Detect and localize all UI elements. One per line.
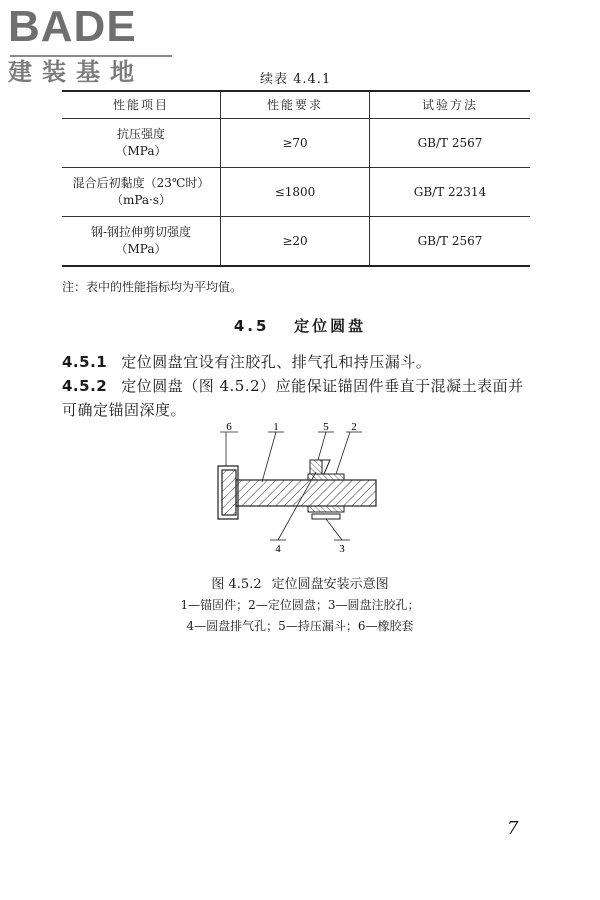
cell-method: GB/T 2567 — [370, 217, 531, 267]
table-row — [62, 217, 530, 267]
item-unit: （MPa） — [115, 144, 167, 158]
header-method: 试验方法 — [370, 91, 531, 119]
performance-table — [62, 90, 530, 267]
label-1: 1 — [273, 421, 279, 433]
item-unit: （mPa·s） — [110, 193, 172, 207]
item-name: 抗压强度 — [116, 127, 165, 141]
figure-legend-line-2: 4—圆盘排气孔；5—持压漏斗；6—橡胶套 — [186, 619, 414, 633]
page-number: 7 — [507, 818, 519, 839]
cell-item — [62, 168, 221, 217]
leader-5-drop — [318, 432, 326, 460]
label-2: 2 — [351, 421, 357, 433]
table-row — [62, 119, 530, 168]
label-6: 6 — [226, 421, 232, 433]
table-header-row — [62, 91, 530, 119]
positioning-disc-diagram — [200, 420, 400, 560]
item-unit: （MPa） — [115, 242, 167, 256]
cell-requirement: ≥70 — [221, 119, 370, 168]
clause-text: 定位圆盘宜设有注胶孔、排气孔和持压漏斗。 — [121, 353, 432, 371]
cell-requirement: ≥20 — [221, 217, 370, 267]
figure-title: 定位圆盘安装示意图 — [271, 577, 389, 592]
logo — [8, 4, 178, 84]
cell-method: GB/T 2567 — [370, 119, 531, 168]
anchor-shaft-shape — [236, 480, 376, 506]
pressure-funnel-shape — [310, 460, 322, 474]
clause-4-5-1 — [62, 350, 532, 374]
clause-text: 定位圆盘（图 4.5.2）应能保证锚固件垂直于混凝土表面并可确定锚固深度。 — [62, 377, 524, 419]
figure-legend-line-1: 1—锚固件；2—定位圆盘；3—圆盘注胶孔； — [180, 598, 420, 612]
header-item: 性能项目 — [62, 91, 221, 119]
logo-chinese: 建装基地 — [8, 58, 144, 86]
section-title: 定位圆盘 — [294, 317, 367, 335]
leader-2-drop — [336, 432, 350, 474]
item-name: 混合后初黏度（23℃时） — [72, 176, 210, 190]
clause-4-5-2 — [62, 374, 532, 422]
logo-divider — [10, 55, 172, 57]
figure-caption — [0, 573, 600, 592]
label-4: 4 — [275, 543, 281, 555]
clause-number: 4.5.2 — [62, 377, 108, 395]
disc-injection-shape — [308, 506, 344, 512]
logo-latin: BADE — [8, 2, 137, 51]
cell-method: GB/T 22314 — [370, 168, 531, 217]
section-number: 4.5 — [233, 317, 270, 335]
leader-1-drop — [262, 432, 276, 482]
clause-number: 4.5.1 — [62, 353, 108, 371]
cell-requirement: ≤1800 — [221, 168, 370, 217]
item-name: 钢-钢拉伸剪切强度 — [90, 225, 192, 239]
section-heading — [0, 315, 600, 336]
label-3: 3 — [339, 543, 345, 555]
anchor-head-shape — [222, 470, 236, 515]
table-row — [62, 168, 530, 217]
cell-item — [62, 119, 221, 168]
header-requirement: 性能要求 — [221, 91, 370, 119]
cell-item — [62, 217, 221, 267]
table-caption: 续表 4.4.1 — [260, 72, 332, 87]
injection-hole-shape — [312, 514, 340, 519]
label-5: 5 — [323, 421, 329, 433]
table-note: 注：表中的性能指标均为平均值。 — [62, 280, 243, 294]
funnel-lip — [322, 460, 330, 474]
figure-number: 图 4.5.2 — [211, 577, 262, 592]
leader-3-drop — [326, 519, 342, 540]
